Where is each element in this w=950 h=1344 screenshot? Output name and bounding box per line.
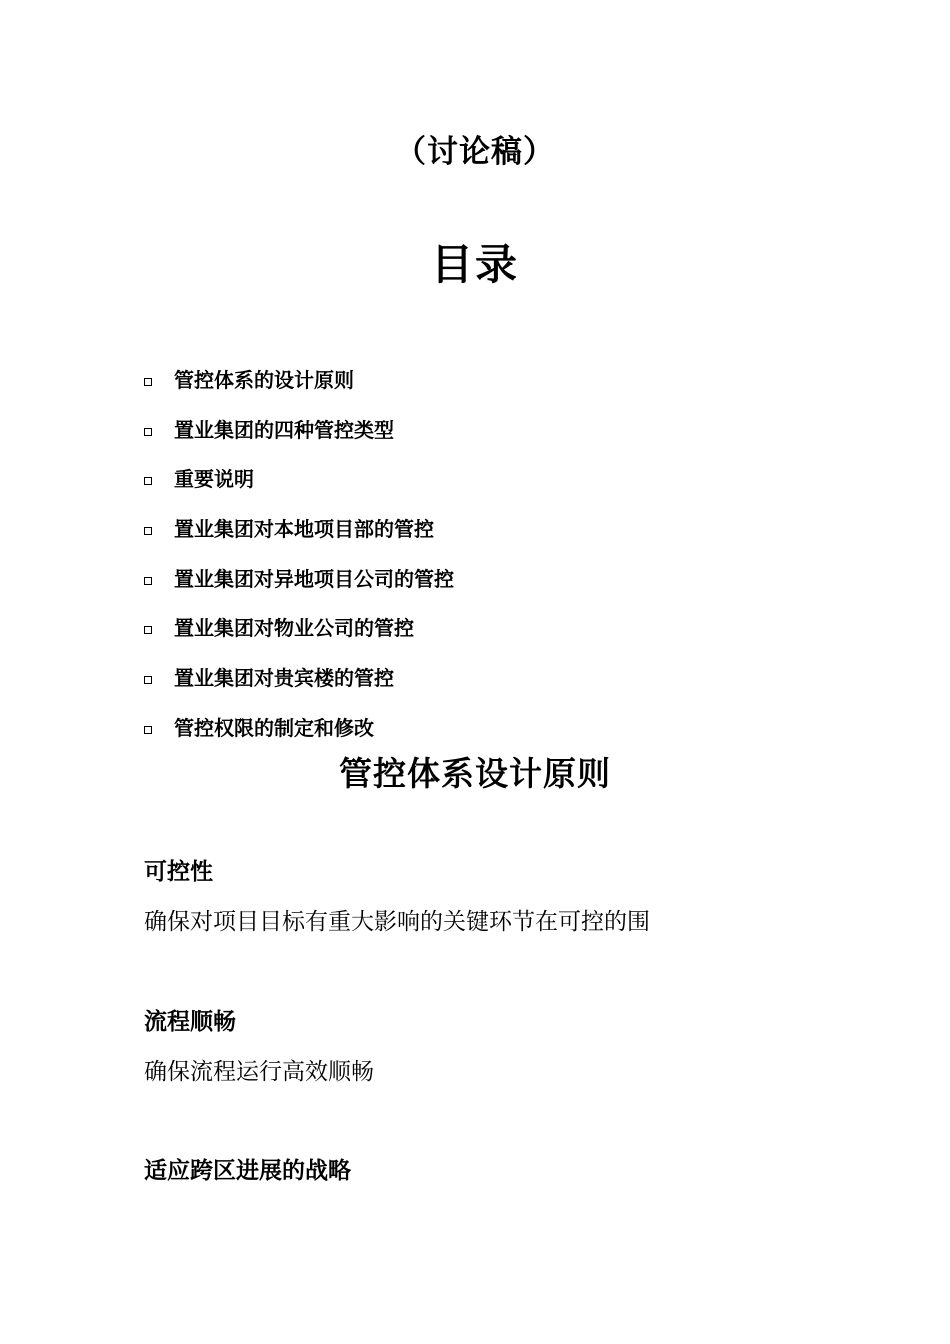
square-bullet-icon — [144, 428, 152, 436]
section-title: 管控体系设计原则 — [339, 754, 611, 793]
principle-description: 确保流程运行高效顺畅 — [144, 1059, 374, 1085]
principle-block — [144, 1004, 374, 1090]
square-bullet-icon — [144, 577, 152, 585]
toc-item — [144, 454, 454, 504]
toc-item — [144, 504, 454, 554]
principle-block — [144, 1153, 351, 1189]
document-subtitle: （讨论稿） — [395, 134, 555, 170]
toc-title: 目录 — [430, 240, 519, 289]
square-bullet-icon — [144, 676, 152, 684]
toc-item-label: 管控权限的制定和修改 — [174, 715, 374, 740]
toc-item-label: 管控体系的设计原则 — [174, 367, 354, 392]
toc-item-label: 置业集团的四种管控类型 — [174, 417, 394, 442]
toc-item — [144, 703, 454, 753]
toc-item — [144, 355, 454, 405]
square-bullet-icon — [144, 726, 152, 734]
square-bullet-icon — [144, 527, 152, 535]
toc-list — [144, 355, 454, 753]
toc-item — [144, 653, 454, 703]
toc-item-label: 置业集团对贵宾楼的管控 — [174, 665, 394, 690]
toc-item-label: 置业集团对异地项目公司的管控 — [174, 566, 454, 591]
toc-item — [144, 603, 454, 653]
principle-heading: 可控性 — [144, 859, 213, 885]
principle-heading: 适应跨区进展的战略 — [144, 1158, 351, 1184]
toc-item-label: 置业集团对物业公司的管控 — [174, 616, 414, 641]
toc-item-label: 重要说明 — [174, 467, 254, 492]
toc-item-label: 置业集团对本地项目部的管控 — [174, 516, 434, 541]
square-bullet-icon — [144, 378, 152, 386]
square-bullet-icon — [144, 626, 152, 634]
principle-heading: 流程顺畅 — [144, 1009, 236, 1035]
principle-description: 确保对项目目标有重大影响的关键环节在可控的围 — [144, 909, 650, 935]
principle-block — [144, 854, 650, 940]
square-bullet-icon — [144, 477, 152, 485]
toc-item — [144, 405, 454, 455]
toc-item — [144, 554, 454, 604]
